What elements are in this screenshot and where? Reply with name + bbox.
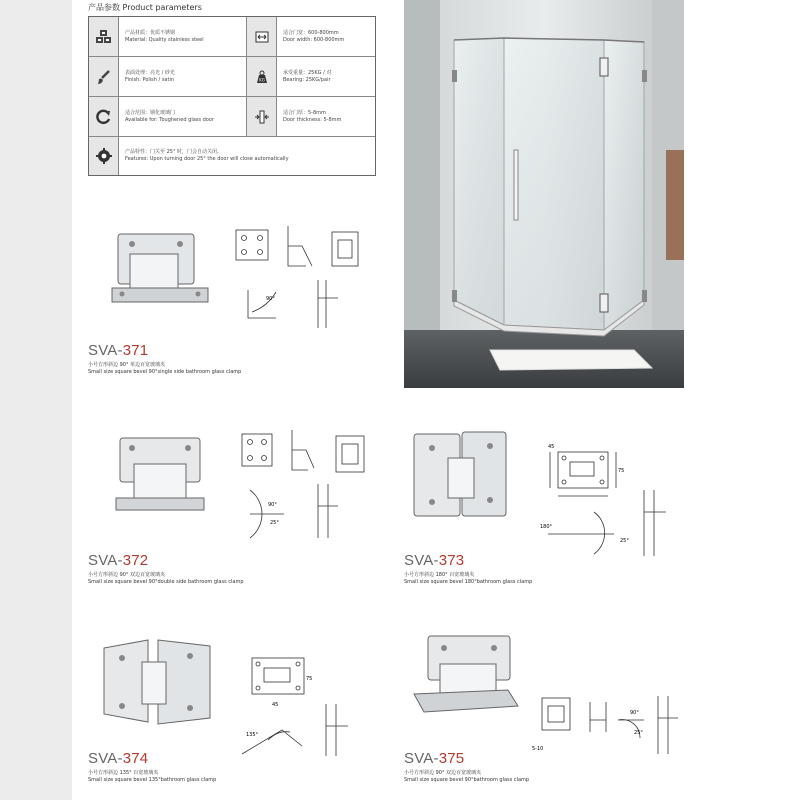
svg-text:75: 75 (618, 468, 625, 474)
model-372-label: SVA-372 (88, 552, 149, 569)
hinge-374-technical-drawing (232, 650, 382, 760)
svg-text:135°: 135° (246, 732, 259, 738)
params-table (88, 16, 376, 176)
cubes-icon (89, 17, 119, 56)
brush-icon (89, 57, 119, 96)
model-372-description: 小号方形斜边 90° 双边百宽玻璃夹 Small size square bevel 90°double side bathroom glass clamp (88, 572, 244, 585)
hinge-374-image (98, 636, 218, 728)
model-373-label: SVA-373 (404, 552, 465, 569)
model-375-description: 小号方形斜边 90° 双边百宽玻璃夹 Small size square bevel 90°bathroom glass clamp (404, 770, 530, 783)
svg-text:90°: 90° (630, 710, 639, 716)
svg-text:25°: 25° (270, 520, 279, 526)
hinge-372-image (112, 434, 212, 516)
thickness-icon (247, 97, 277, 136)
params-row (89, 97, 375, 137)
param-finish: 表面处理：亮光 / 砂光 Finish: Polish / satin (125, 69, 175, 83)
params-title: 产品参数 Product parameters (88, 3, 202, 12)
svg-text:90°: 90° (266, 296, 275, 302)
weight-icon (247, 57, 277, 96)
svg-text:5-10: 5-10 (532, 746, 544, 752)
param-door-width: 适合门宽：600-800mm Door width: 600-800mm (283, 29, 345, 43)
model-371-description: 小号方形斜边 90° 单边百宽玻璃夹 Small size square bevel 90°single side bathroom glass clamp (88, 362, 242, 375)
model-375-label: SVA-375 (404, 750, 465, 767)
param-features: 产品特性：门关至 25° 时，门会自动关闭。 Features: Upon turning door 25° the door will close automatically (125, 149, 289, 162)
model-374-label: SVA-374 (88, 750, 149, 767)
svg-text:180°: 180° (540, 524, 553, 530)
params-row (89, 57, 375, 97)
param-available: 适合范围：钢化玻璃门 Available for: Toughened glass door (125, 109, 214, 123)
model-373-description: 小号方形斜边 180° 百宽玻璃夹 Small size square bevel 180°bathroom glass clamp (404, 572, 533, 585)
svg-text:75: 75 (306, 676, 313, 682)
hinge-372-technical-drawing (232, 420, 382, 544)
shower-enclosure-photo (404, 0, 684, 388)
rotate-icon (89, 97, 119, 136)
param-bearing: 承受重量：25KG / 对 Bearing: 25KG/pair (283, 69, 332, 83)
model-371-label: SVA-371 (88, 342, 149, 359)
param-thickness: 适合门厚：5-8mm Door thickness: 5-8mm (283, 109, 342, 123)
params-row (89, 17, 375, 57)
svg-text:KG: KG (258, 77, 265, 82)
hinge-375-technical-drawing (530, 690, 690, 760)
door-width-icon (247, 17, 277, 56)
hinge-371-technical-drawing (228, 218, 378, 338)
svg-text:45: 45 (548, 444, 555, 450)
svg-text:90°: 90° (268, 502, 277, 508)
svg-text:45: 45 (272, 702, 279, 708)
gear-icon (89, 137, 119, 175)
hinge-373-technical-drawing (528, 438, 688, 558)
hinge-371-image (104, 228, 214, 310)
param-material: 产品材质：优质不锈钢 Material: Quality stainless steel (125, 29, 204, 43)
svg-text:25°: 25° (620, 538, 629, 544)
left-margin-band (0, 0, 72, 800)
model-374-description: 小号方形斜边 135° 百宽玻璃夹 Small size square bevel 135°bathroom glass clamp (88, 770, 217, 783)
svg-text:25°: 25° (634, 730, 643, 736)
params-row (89, 137, 375, 175)
hinge-375-image (410, 632, 522, 722)
hinge-373-image (410, 428, 510, 524)
